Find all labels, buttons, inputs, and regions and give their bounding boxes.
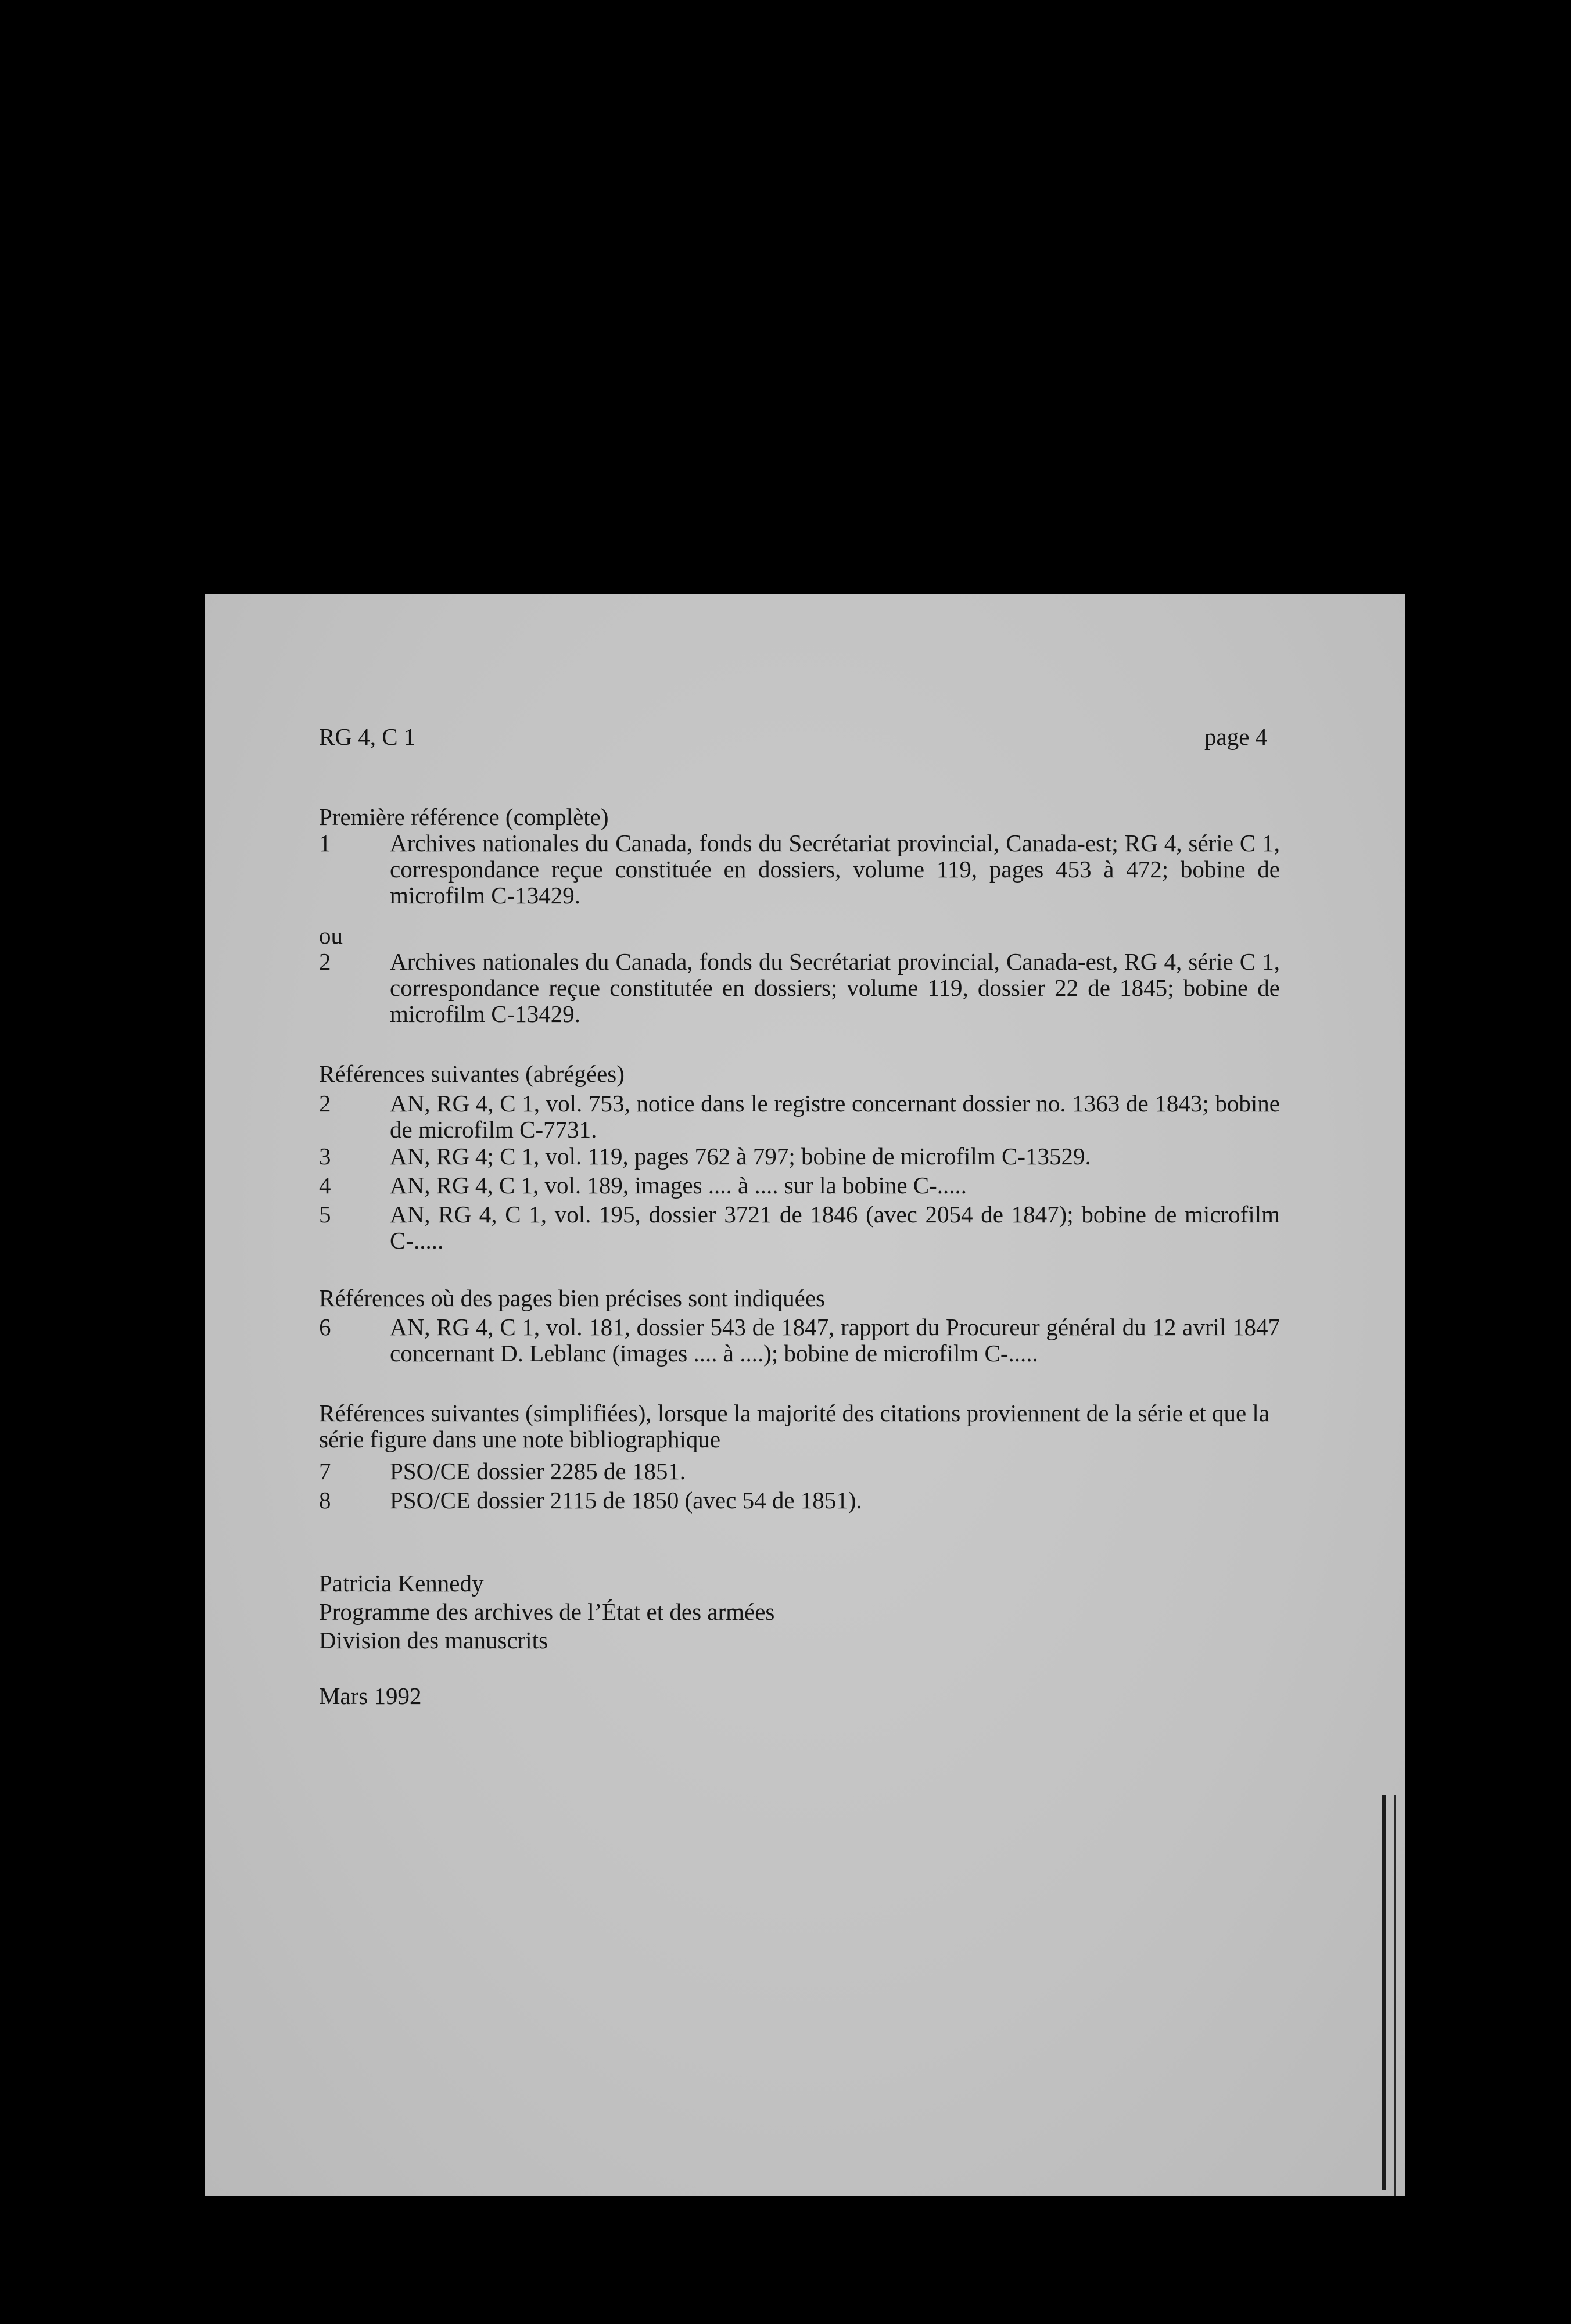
ref-number: 4 <box>319 1172 331 1199</box>
page-edge-shadow <box>1382 1795 1386 2190</box>
ref-number: 7 <box>319 1458 331 1484</box>
ref-text: Archives nationales du Canada, fonds du Secrétariat provincial, Canada-est; RG 4, série C 1, correspondance reçue constituée en dossiers, volume 119, pages 453 à 472; bobine de microfilm C-13429. <box>390 830 1280 909</box>
ref-text: AN, RG 4, C 1, vol. 753, notice dans le registre concernant dossier no. 1363 de 1843; bobine de microfilm C-7731. <box>390 1090 1280 1143</box>
author-name: Patricia Kennedy <box>319 1570 484 1597</box>
ref-number: 2 <box>319 1090 331 1117</box>
section-heading-precise-pages: Références où des pages bien précises sont indiquées <box>319 1285 825 1311</box>
section-intro-simplified: Références suivantes (simplifiées), lorsque la majorité des citations proviennent de la série et que la série figure dans une note bibliographique <box>319 1400 1270 1452</box>
ref-number: 2 <box>319 948 331 975</box>
ref-number: 3 <box>319 1143 331 1170</box>
separator-ou: ou <box>319 922 343 949</box>
ref-number: 6 <box>319 1314 331 1340</box>
header-reference: RG 4, C 1 <box>319 723 416 750</box>
author-program: Programme des archives de l’État et des armées <box>319 1598 775 1625</box>
ref-number: 5 <box>319 1201 331 1228</box>
ref-text: AN, RG 4, C 1, vol. 181, dossier 543 de 1847, rapport du Procureur général du 12 avril 1847 concernant D. Leblanc (images .... à ....); bobine de microfilm C-..... <box>390 1314 1280 1367</box>
page-number: page 4 <box>1204 723 1268 750</box>
page-edge-shadow-2 <box>1394 1795 1396 2196</box>
author-division: Division des manuscrits <box>319 1627 548 1654</box>
ref-text: PSO/CE dossier 2115 de 1850 (avec 54 de 1851). <box>390 1487 862 1514</box>
ref-text: PSO/CE dossier 2285 de 1851. <box>390 1458 686 1484</box>
section-heading-following-references: Références suivantes (abrégées) <box>319 1060 625 1087</box>
ref-number: 8 <box>319 1487 331 1514</box>
ref-text: AN, RG 4, C 1, vol. 195, dossier 3721 de 1846 (avec 2054 de 1847); bobine de microfilm C-..... <box>390 1201 1280 1254</box>
document-date: Mars 1992 <box>319 1683 422 1709</box>
ref-number: 1 <box>319 830 331 856</box>
section-heading-first-reference: Première référence (complète) <box>319 804 609 830</box>
ref-text: AN, RG 4; C 1, vol. 119, pages 762 à 797; bobine de microfilm C-13529. <box>390 1143 1091 1170</box>
ref-text: Archives nationales du Canada, fonds du Secrétariat provincial, Canada-est, RG 4, série C 1, correspondance reçue constitutée en dossiers; volume 119, dossier 22 de 1845; bobine de microfilm C-13429. <box>390 948 1280 1027</box>
ref-text: AN, RG 4, C 1, vol. 189, images .... à .... sur la bobine C-..... <box>390 1172 967 1199</box>
